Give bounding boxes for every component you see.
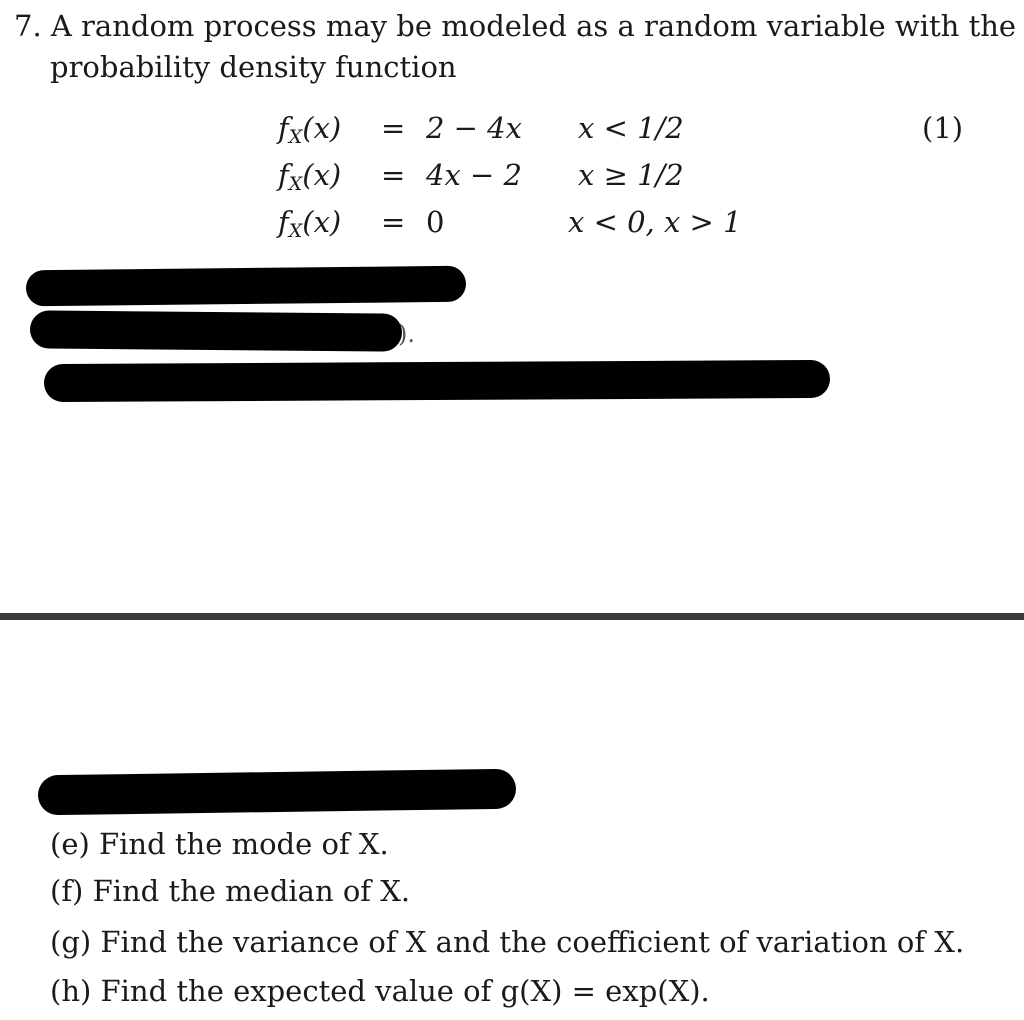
function-symbol: f	[278, 111, 289, 145]
problem-statement-line1	[14, 9, 1017, 43]
equals-sign: =	[381, 158, 406, 192]
equation-rhs: 0	[426, 205, 445, 239]
redaction-mark	[38, 769, 517, 816]
section-divider	[0, 613, 1024, 620]
redacted-trailing-punctuation: ).	[398, 320, 415, 348]
function-symbol: f	[278, 158, 289, 192]
part-g	[50, 925, 965, 959]
equation-rhs: 2 − 4x	[426, 111, 522, 145]
equals-sign: =	[381, 111, 406, 145]
redaction-mark	[30, 310, 402, 351]
part-label: (e)	[50, 827, 90, 861]
part-label: (g)	[50, 925, 92, 959]
equation-condition: x < 1/2	[578, 111, 684, 145]
redaction-mark	[26, 266, 466, 307]
part-e	[50, 827, 389, 861]
equation-lhs	[278, 205, 342, 242]
part-label: (f)	[50, 874, 84, 908]
equation-condition: x ≥ 1/2	[578, 158, 684, 192]
equation-condition: x < 0, x > 1	[568, 205, 742, 239]
equation-rhs: 4x − 2	[426, 158, 522, 192]
function-argument: (x)	[302, 111, 342, 145]
part-text: Find the expected value of g(X) = exp(X).	[100, 974, 710, 1008]
function-subscript: X	[288, 126, 303, 148]
part-text: Find the variance of X and the coefficient of variation of X.	[100, 925, 965, 959]
problem-text-line1: A random process may be modeled as a random variable with the	[50, 9, 1017, 43]
part-label: (h)	[50, 974, 92, 1008]
redaction-mark	[44, 360, 830, 402]
problem-statement-line2: probability density function	[50, 50, 457, 84]
equation-number: (1)	[922, 111, 964, 145]
function-subscript: X	[288, 173, 303, 195]
function-subscript: X	[288, 220, 303, 242]
function-argument: (x)	[302, 158, 342, 192]
part-text: Find the median of X.	[92, 874, 411, 908]
equation-lhs	[278, 111, 342, 148]
part-f	[50, 874, 411, 908]
equals-sign: =	[381, 205, 406, 239]
function-symbol: f	[278, 205, 289, 239]
equation-lhs	[278, 158, 342, 195]
function-argument: (x)	[302, 205, 342, 239]
part-text: Find the mode of X.	[99, 827, 389, 861]
part-h	[50, 974, 710, 1008]
problem-number: 7.	[14, 9, 42, 43]
